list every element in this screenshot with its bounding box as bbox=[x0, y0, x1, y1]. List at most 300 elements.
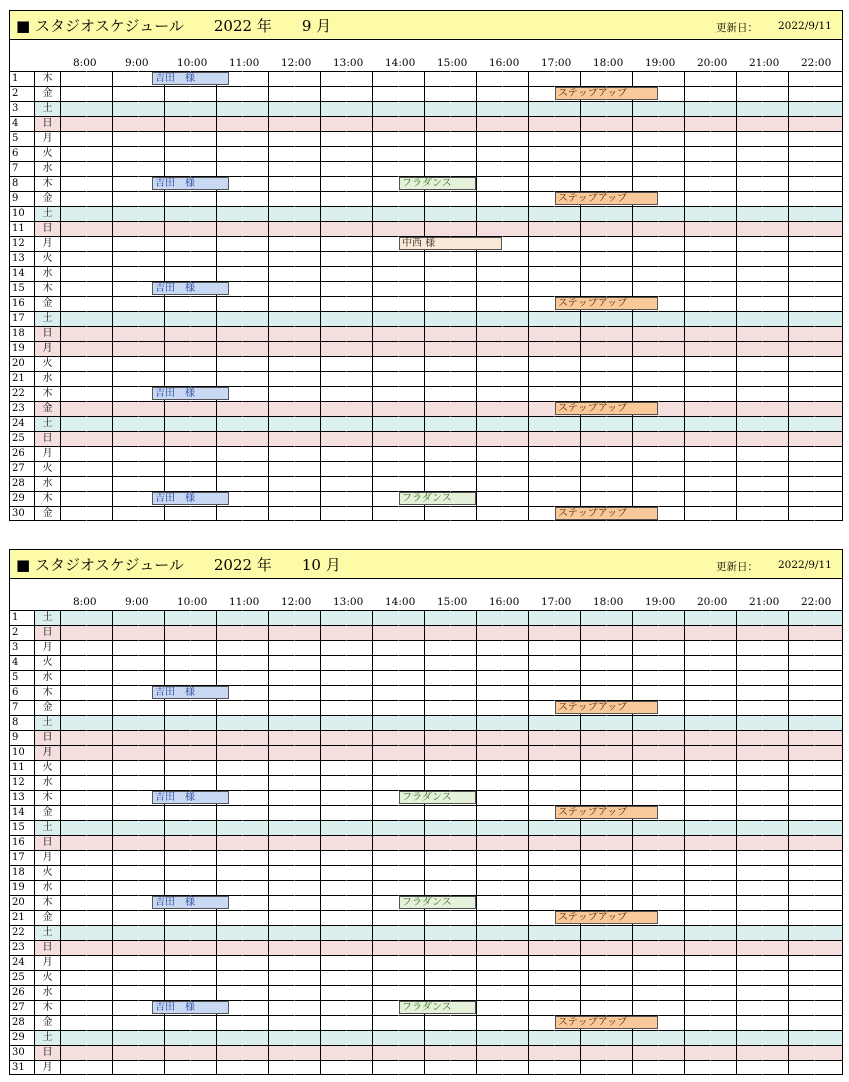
time-slot[interactable] bbox=[554, 446, 580, 461]
time-slot[interactable] bbox=[424, 985, 450, 1000]
time-slot[interactable] bbox=[658, 970, 684, 985]
time-slot[interactable] bbox=[398, 1045, 424, 1060]
time-slot[interactable] bbox=[684, 416, 710, 431]
time-slot[interactable] bbox=[684, 985, 710, 1000]
event-step[interactable]: ステップアップ bbox=[555, 192, 658, 205]
time-slot[interactable] bbox=[60, 161, 86, 176]
time-slot[interactable] bbox=[788, 985, 814, 1000]
time-slot[interactable] bbox=[268, 71, 294, 86]
time-slot[interactable] bbox=[268, 371, 294, 386]
time-slot[interactable] bbox=[684, 311, 710, 326]
time-slot[interactable] bbox=[112, 311, 138, 326]
time-slot[interactable] bbox=[242, 446, 268, 461]
time-slot[interactable] bbox=[580, 895, 606, 910]
time-slot[interactable] bbox=[632, 476, 658, 491]
time-slot[interactable] bbox=[502, 970, 528, 985]
time-slot[interactable] bbox=[216, 910, 242, 925]
time-slot[interactable] bbox=[632, 236, 658, 251]
time-slot[interactable] bbox=[138, 431, 164, 446]
time-slot[interactable] bbox=[242, 221, 268, 236]
time-slot[interactable] bbox=[164, 700, 190, 715]
time-slot[interactable] bbox=[762, 446, 788, 461]
time-slot[interactable] bbox=[216, 101, 242, 116]
time-slot[interactable] bbox=[424, 461, 450, 476]
time-slot[interactable] bbox=[268, 131, 294, 146]
time-slot[interactable] bbox=[814, 131, 843, 146]
time-slot[interactable] bbox=[268, 835, 294, 850]
time-slot[interactable] bbox=[476, 625, 502, 640]
time-slot[interactable] bbox=[86, 1030, 112, 1045]
time-slot[interactable] bbox=[60, 1015, 86, 1030]
time-slot[interactable] bbox=[242, 356, 268, 371]
time-slot[interactable] bbox=[658, 266, 684, 281]
time-slot[interactable] bbox=[268, 416, 294, 431]
time-slot[interactable] bbox=[190, 476, 216, 491]
time-slot[interactable] bbox=[710, 191, 736, 206]
time-slot[interactable] bbox=[190, 356, 216, 371]
time-slot[interactable] bbox=[736, 506, 762, 521]
time-slot[interactable] bbox=[86, 805, 112, 820]
time-slot[interactable] bbox=[736, 311, 762, 326]
time-slot[interactable] bbox=[736, 985, 762, 1000]
time-slot[interactable] bbox=[398, 910, 424, 925]
time-slot[interactable] bbox=[60, 221, 86, 236]
time-slot[interactable] bbox=[242, 416, 268, 431]
time-slot[interactable] bbox=[710, 476, 736, 491]
time-slot[interactable] bbox=[528, 431, 554, 446]
time-slot[interactable] bbox=[320, 356, 346, 371]
time-slot[interactable] bbox=[294, 86, 320, 101]
time-slot[interactable] bbox=[424, 955, 450, 970]
time-slot[interactable] bbox=[606, 715, 632, 730]
time-slot[interactable] bbox=[320, 655, 346, 670]
time-slot[interactable] bbox=[450, 610, 476, 625]
time-slot[interactable] bbox=[346, 715, 372, 730]
time-slot[interactable] bbox=[398, 146, 424, 161]
time-slot[interactable] bbox=[398, 101, 424, 116]
time-slot[interactable] bbox=[60, 236, 86, 251]
time-slot[interactable] bbox=[606, 266, 632, 281]
time-slot[interactable] bbox=[684, 176, 710, 191]
time-slot[interactable] bbox=[762, 506, 788, 521]
time-slot[interactable] bbox=[372, 940, 398, 955]
time-slot[interactable] bbox=[424, 1015, 450, 1030]
time-slot[interactable] bbox=[450, 685, 476, 700]
time-slot[interactable] bbox=[632, 985, 658, 1000]
time-slot[interactable] bbox=[112, 685, 138, 700]
time-slot[interactable] bbox=[450, 955, 476, 970]
time-slot[interactable] bbox=[476, 895, 502, 910]
time-slot[interactable] bbox=[814, 685, 843, 700]
time-slot[interactable] bbox=[788, 820, 814, 835]
time-slot[interactable] bbox=[814, 281, 843, 296]
time-slot[interactable] bbox=[138, 131, 164, 146]
time-slot[interactable] bbox=[736, 221, 762, 236]
time-slot[interactable] bbox=[684, 715, 710, 730]
time-slot[interactable] bbox=[60, 670, 86, 685]
time-slot[interactable] bbox=[190, 431, 216, 446]
time-slot[interactable] bbox=[450, 835, 476, 850]
time-slot[interactable] bbox=[294, 446, 320, 461]
time-slot[interactable] bbox=[86, 940, 112, 955]
time-slot[interactable] bbox=[190, 146, 216, 161]
time-slot[interactable] bbox=[60, 341, 86, 356]
time-slot[interactable] bbox=[450, 1060, 476, 1075]
time-slot[interactable] bbox=[632, 386, 658, 401]
time-slot[interactable] bbox=[86, 760, 112, 775]
time-slot[interactable] bbox=[554, 266, 580, 281]
time-slot[interactable] bbox=[346, 955, 372, 970]
time-slot[interactable] bbox=[658, 1030, 684, 1045]
time-slot[interactable] bbox=[138, 850, 164, 865]
time-slot[interactable] bbox=[268, 955, 294, 970]
time-slot[interactable] bbox=[294, 1000, 320, 1015]
time-slot[interactable] bbox=[476, 416, 502, 431]
time-slot[interactable] bbox=[346, 865, 372, 880]
time-slot[interactable] bbox=[216, 221, 242, 236]
time-slot[interactable] bbox=[398, 865, 424, 880]
time-slot[interactable] bbox=[372, 401, 398, 416]
time-slot[interactable] bbox=[242, 236, 268, 251]
time-slot[interactable] bbox=[528, 341, 554, 356]
time-slot[interactable] bbox=[580, 880, 606, 895]
time-slot[interactable] bbox=[788, 805, 814, 820]
time-slot[interactable] bbox=[372, 835, 398, 850]
time-slot[interactable] bbox=[476, 101, 502, 116]
time-slot[interactable] bbox=[788, 1000, 814, 1015]
time-slot[interactable] bbox=[60, 1030, 86, 1045]
time-slot[interactable] bbox=[216, 401, 242, 416]
time-slot[interactable] bbox=[268, 506, 294, 521]
time-slot[interactable] bbox=[164, 266, 190, 281]
time-slot[interactable] bbox=[658, 416, 684, 431]
time-slot[interactable] bbox=[476, 700, 502, 715]
time-slot[interactable] bbox=[164, 341, 190, 356]
time-slot[interactable] bbox=[788, 790, 814, 805]
time-slot[interactable] bbox=[112, 1030, 138, 1045]
time-slot[interactable] bbox=[268, 805, 294, 820]
time-slot[interactable] bbox=[112, 116, 138, 131]
time-slot[interactable] bbox=[580, 685, 606, 700]
time-slot[interactable] bbox=[398, 161, 424, 176]
time-slot[interactable] bbox=[814, 1015, 843, 1030]
time-slot[interactable] bbox=[320, 820, 346, 835]
time-slot[interactable] bbox=[216, 371, 242, 386]
time-slot[interactable] bbox=[814, 835, 843, 850]
time-slot[interactable] bbox=[658, 1000, 684, 1015]
time-slot[interactable] bbox=[294, 236, 320, 251]
time-slot[interactable] bbox=[112, 820, 138, 835]
time-slot[interactable] bbox=[788, 281, 814, 296]
time-slot[interactable] bbox=[346, 790, 372, 805]
time-slot[interactable] bbox=[424, 910, 450, 925]
time-slot[interactable] bbox=[710, 446, 736, 461]
time-slot[interactable] bbox=[268, 221, 294, 236]
time-slot[interactable] bbox=[450, 146, 476, 161]
time-slot[interactable] bbox=[294, 506, 320, 521]
time-slot[interactable] bbox=[736, 880, 762, 895]
time-slot[interactable] bbox=[320, 715, 346, 730]
time-slot[interactable] bbox=[684, 655, 710, 670]
time-slot[interactable] bbox=[658, 655, 684, 670]
time-slot[interactable] bbox=[242, 206, 268, 221]
time-slot[interactable] bbox=[476, 251, 502, 266]
time-slot[interactable] bbox=[86, 1060, 112, 1075]
time-slot[interactable] bbox=[502, 715, 528, 730]
time-slot[interactable] bbox=[684, 386, 710, 401]
time-slot[interactable] bbox=[398, 221, 424, 236]
time-slot[interactable] bbox=[216, 760, 242, 775]
time-slot[interactable] bbox=[450, 1045, 476, 1060]
time-slot[interactable] bbox=[736, 670, 762, 685]
time-slot[interactable] bbox=[554, 221, 580, 236]
time-slot[interactable] bbox=[138, 910, 164, 925]
time-slot[interactable] bbox=[346, 416, 372, 431]
time-slot[interactable] bbox=[476, 506, 502, 521]
time-slot[interactable] bbox=[528, 640, 554, 655]
time-slot[interactable] bbox=[398, 685, 424, 700]
time-slot[interactable] bbox=[554, 176, 580, 191]
time-slot[interactable] bbox=[684, 610, 710, 625]
time-slot[interactable] bbox=[788, 416, 814, 431]
time-slot[interactable] bbox=[112, 670, 138, 685]
time-slot[interactable] bbox=[164, 311, 190, 326]
time-slot[interactable] bbox=[190, 955, 216, 970]
time-slot[interactable] bbox=[164, 371, 190, 386]
time-slot[interactable] bbox=[346, 506, 372, 521]
time-slot[interactable] bbox=[710, 326, 736, 341]
time-slot[interactable] bbox=[476, 640, 502, 655]
time-slot[interactable] bbox=[762, 296, 788, 311]
time-slot[interactable] bbox=[294, 850, 320, 865]
time-slot[interactable] bbox=[320, 461, 346, 476]
time-slot[interactable] bbox=[684, 371, 710, 386]
time-slot[interactable] bbox=[502, 116, 528, 131]
time-slot[interactable] bbox=[242, 820, 268, 835]
time-slot[interactable] bbox=[762, 71, 788, 86]
time-slot[interactable] bbox=[112, 386, 138, 401]
time-slot[interactable] bbox=[684, 940, 710, 955]
time-slot[interactable] bbox=[86, 476, 112, 491]
time-slot[interactable] bbox=[164, 416, 190, 431]
time-slot[interactable] bbox=[60, 655, 86, 670]
time-slot[interactable] bbox=[112, 131, 138, 146]
time-slot[interactable] bbox=[294, 685, 320, 700]
time-slot[interactable] bbox=[112, 296, 138, 311]
time-slot[interactable] bbox=[658, 790, 684, 805]
time-slot[interactable] bbox=[788, 610, 814, 625]
time-slot[interactable] bbox=[658, 715, 684, 730]
time-slot[interactable] bbox=[710, 431, 736, 446]
time-slot[interactable] bbox=[294, 326, 320, 341]
time-slot[interactable] bbox=[112, 610, 138, 625]
time-slot[interactable] bbox=[450, 670, 476, 685]
time-slot[interactable] bbox=[528, 416, 554, 431]
time-slot[interactable] bbox=[762, 281, 788, 296]
time-slot[interactable] bbox=[554, 985, 580, 1000]
time-slot[interactable] bbox=[242, 71, 268, 86]
time-slot[interactable] bbox=[164, 880, 190, 895]
time-slot[interactable] bbox=[528, 176, 554, 191]
time-slot[interactable] bbox=[424, 670, 450, 685]
time-slot[interactable] bbox=[398, 116, 424, 131]
time-slot[interactable] bbox=[762, 251, 788, 266]
time-slot[interactable] bbox=[710, 116, 736, 131]
time-slot[interactable] bbox=[86, 206, 112, 221]
event-yoshida[interactable]: 吉田 様 bbox=[152, 387, 229, 400]
event-yoshida[interactable]: 吉田 様 bbox=[152, 72, 229, 85]
time-slot[interactable] bbox=[268, 760, 294, 775]
time-slot[interactable] bbox=[294, 820, 320, 835]
time-slot[interactable] bbox=[788, 86, 814, 101]
time-slot[interactable] bbox=[294, 925, 320, 940]
time-slot[interactable] bbox=[580, 341, 606, 356]
time-slot[interactable] bbox=[112, 835, 138, 850]
time-slot[interactable] bbox=[164, 610, 190, 625]
time-slot[interactable] bbox=[788, 1045, 814, 1060]
time-slot[interactable] bbox=[580, 1060, 606, 1075]
time-slot[interactable] bbox=[320, 146, 346, 161]
time-slot[interactable] bbox=[502, 850, 528, 865]
time-slot[interactable] bbox=[736, 416, 762, 431]
time-slot[interactable] bbox=[242, 191, 268, 206]
time-slot[interactable] bbox=[606, 835, 632, 850]
time-slot[interactable] bbox=[60, 730, 86, 745]
time-slot[interactable] bbox=[242, 625, 268, 640]
time-slot[interactable] bbox=[502, 745, 528, 760]
time-slot[interactable] bbox=[502, 790, 528, 805]
time-slot[interactable] bbox=[476, 266, 502, 281]
time-slot[interactable] bbox=[112, 401, 138, 416]
time-slot[interactable] bbox=[710, 491, 736, 506]
time-slot[interactable] bbox=[502, 910, 528, 925]
time-slot[interactable] bbox=[788, 506, 814, 521]
time-slot[interactable] bbox=[554, 101, 580, 116]
time-slot[interactable] bbox=[398, 431, 424, 446]
time-slot[interactable] bbox=[242, 431, 268, 446]
time-slot[interactable] bbox=[424, 655, 450, 670]
time-slot[interactable] bbox=[658, 745, 684, 760]
time-slot[interactable] bbox=[580, 970, 606, 985]
time-slot[interactable] bbox=[346, 371, 372, 386]
event-hula[interactable]: フラダンス bbox=[399, 1001, 476, 1014]
time-slot[interactable] bbox=[294, 146, 320, 161]
time-slot[interactable] bbox=[528, 805, 554, 820]
time-slot[interactable] bbox=[450, 745, 476, 760]
time-slot[interactable] bbox=[788, 221, 814, 236]
time-slot[interactable] bbox=[814, 431, 843, 446]
event-yoshida[interactable]: 吉田 様 bbox=[152, 492, 229, 505]
time-slot[interactable] bbox=[762, 476, 788, 491]
time-slot[interactable] bbox=[788, 476, 814, 491]
time-slot[interactable] bbox=[86, 955, 112, 970]
time-slot[interactable] bbox=[814, 940, 843, 955]
time-slot[interactable] bbox=[658, 341, 684, 356]
time-slot[interactable] bbox=[138, 760, 164, 775]
time-slot[interactable] bbox=[528, 700, 554, 715]
time-slot[interactable] bbox=[632, 850, 658, 865]
time-slot[interactable] bbox=[190, 700, 216, 715]
time-slot[interactable] bbox=[502, 446, 528, 461]
time-slot[interactable] bbox=[814, 640, 843, 655]
time-slot[interactable] bbox=[632, 116, 658, 131]
time-slot[interactable] bbox=[502, 1030, 528, 1045]
time-slot[interactable] bbox=[528, 236, 554, 251]
time-slot[interactable] bbox=[268, 266, 294, 281]
time-slot[interactable] bbox=[788, 850, 814, 865]
time-slot[interactable] bbox=[216, 955, 242, 970]
time-slot[interactable] bbox=[528, 910, 554, 925]
time-slot[interactable] bbox=[190, 925, 216, 940]
time-slot[interactable] bbox=[346, 985, 372, 1000]
time-slot[interactable] bbox=[190, 1030, 216, 1045]
time-slot[interactable] bbox=[814, 146, 843, 161]
time-slot[interactable] bbox=[606, 850, 632, 865]
time-slot[interactable] bbox=[580, 715, 606, 730]
time-slot[interactable] bbox=[632, 221, 658, 236]
time-slot[interactable] bbox=[398, 311, 424, 326]
time-slot[interactable] bbox=[762, 1000, 788, 1015]
time-slot[interactable] bbox=[788, 161, 814, 176]
time-slot[interactable] bbox=[112, 970, 138, 985]
time-slot[interactable] bbox=[372, 895, 398, 910]
time-slot[interactable] bbox=[788, 206, 814, 221]
time-slot[interactable] bbox=[710, 850, 736, 865]
time-slot[interactable] bbox=[450, 700, 476, 715]
time-slot[interactable] bbox=[242, 1030, 268, 1045]
time-slot[interactable] bbox=[164, 146, 190, 161]
time-slot[interactable] bbox=[424, 715, 450, 730]
time-slot[interactable] bbox=[138, 640, 164, 655]
time-slot[interactable] bbox=[320, 371, 346, 386]
time-slot[interactable] bbox=[372, 655, 398, 670]
time-slot[interactable] bbox=[476, 880, 502, 895]
time-slot[interactable] bbox=[710, 161, 736, 176]
time-slot[interactable] bbox=[762, 221, 788, 236]
time-slot[interactable] bbox=[580, 131, 606, 146]
time-slot[interactable] bbox=[112, 1045, 138, 1060]
time-slot[interactable] bbox=[242, 760, 268, 775]
time-slot[interactable] bbox=[320, 341, 346, 356]
time-slot[interactable] bbox=[242, 1000, 268, 1015]
time-slot[interactable] bbox=[502, 296, 528, 311]
time-slot[interactable] bbox=[424, 820, 450, 835]
time-slot[interactable] bbox=[346, 431, 372, 446]
time-slot[interactable] bbox=[346, 131, 372, 146]
time-slot[interactable] bbox=[138, 880, 164, 895]
time-slot[interactable] bbox=[684, 266, 710, 281]
time-slot[interactable] bbox=[268, 401, 294, 416]
time-slot[interactable] bbox=[138, 1015, 164, 1030]
time-slot[interactable] bbox=[112, 1060, 138, 1075]
time-slot[interactable] bbox=[164, 1060, 190, 1075]
time-slot[interactable] bbox=[372, 700, 398, 715]
time-slot[interactable] bbox=[268, 461, 294, 476]
time-slot[interactable] bbox=[112, 371, 138, 386]
time-slot[interactable] bbox=[320, 670, 346, 685]
time-slot[interactable] bbox=[164, 221, 190, 236]
time-slot[interactable] bbox=[788, 625, 814, 640]
time-slot[interactable] bbox=[502, 146, 528, 161]
time-slot[interactable] bbox=[450, 1015, 476, 1030]
time-slot[interactable] bbox=[138, 191, 164, 206]
time-slot[interactable] bbox=[632, 625, 658, 640]
time-slot[interactable] bbox=[736, 895, 762, 910]
time-slot[interactable] bbox=[580, 251, 606, 266]
time-slot[interactable] bbox=[294, 640, 320, 655]
time-slot[interactable] bbox=[736, 161, 762, 176]
time-slot[interactable] bbox=[320, 206, 346, 221]
